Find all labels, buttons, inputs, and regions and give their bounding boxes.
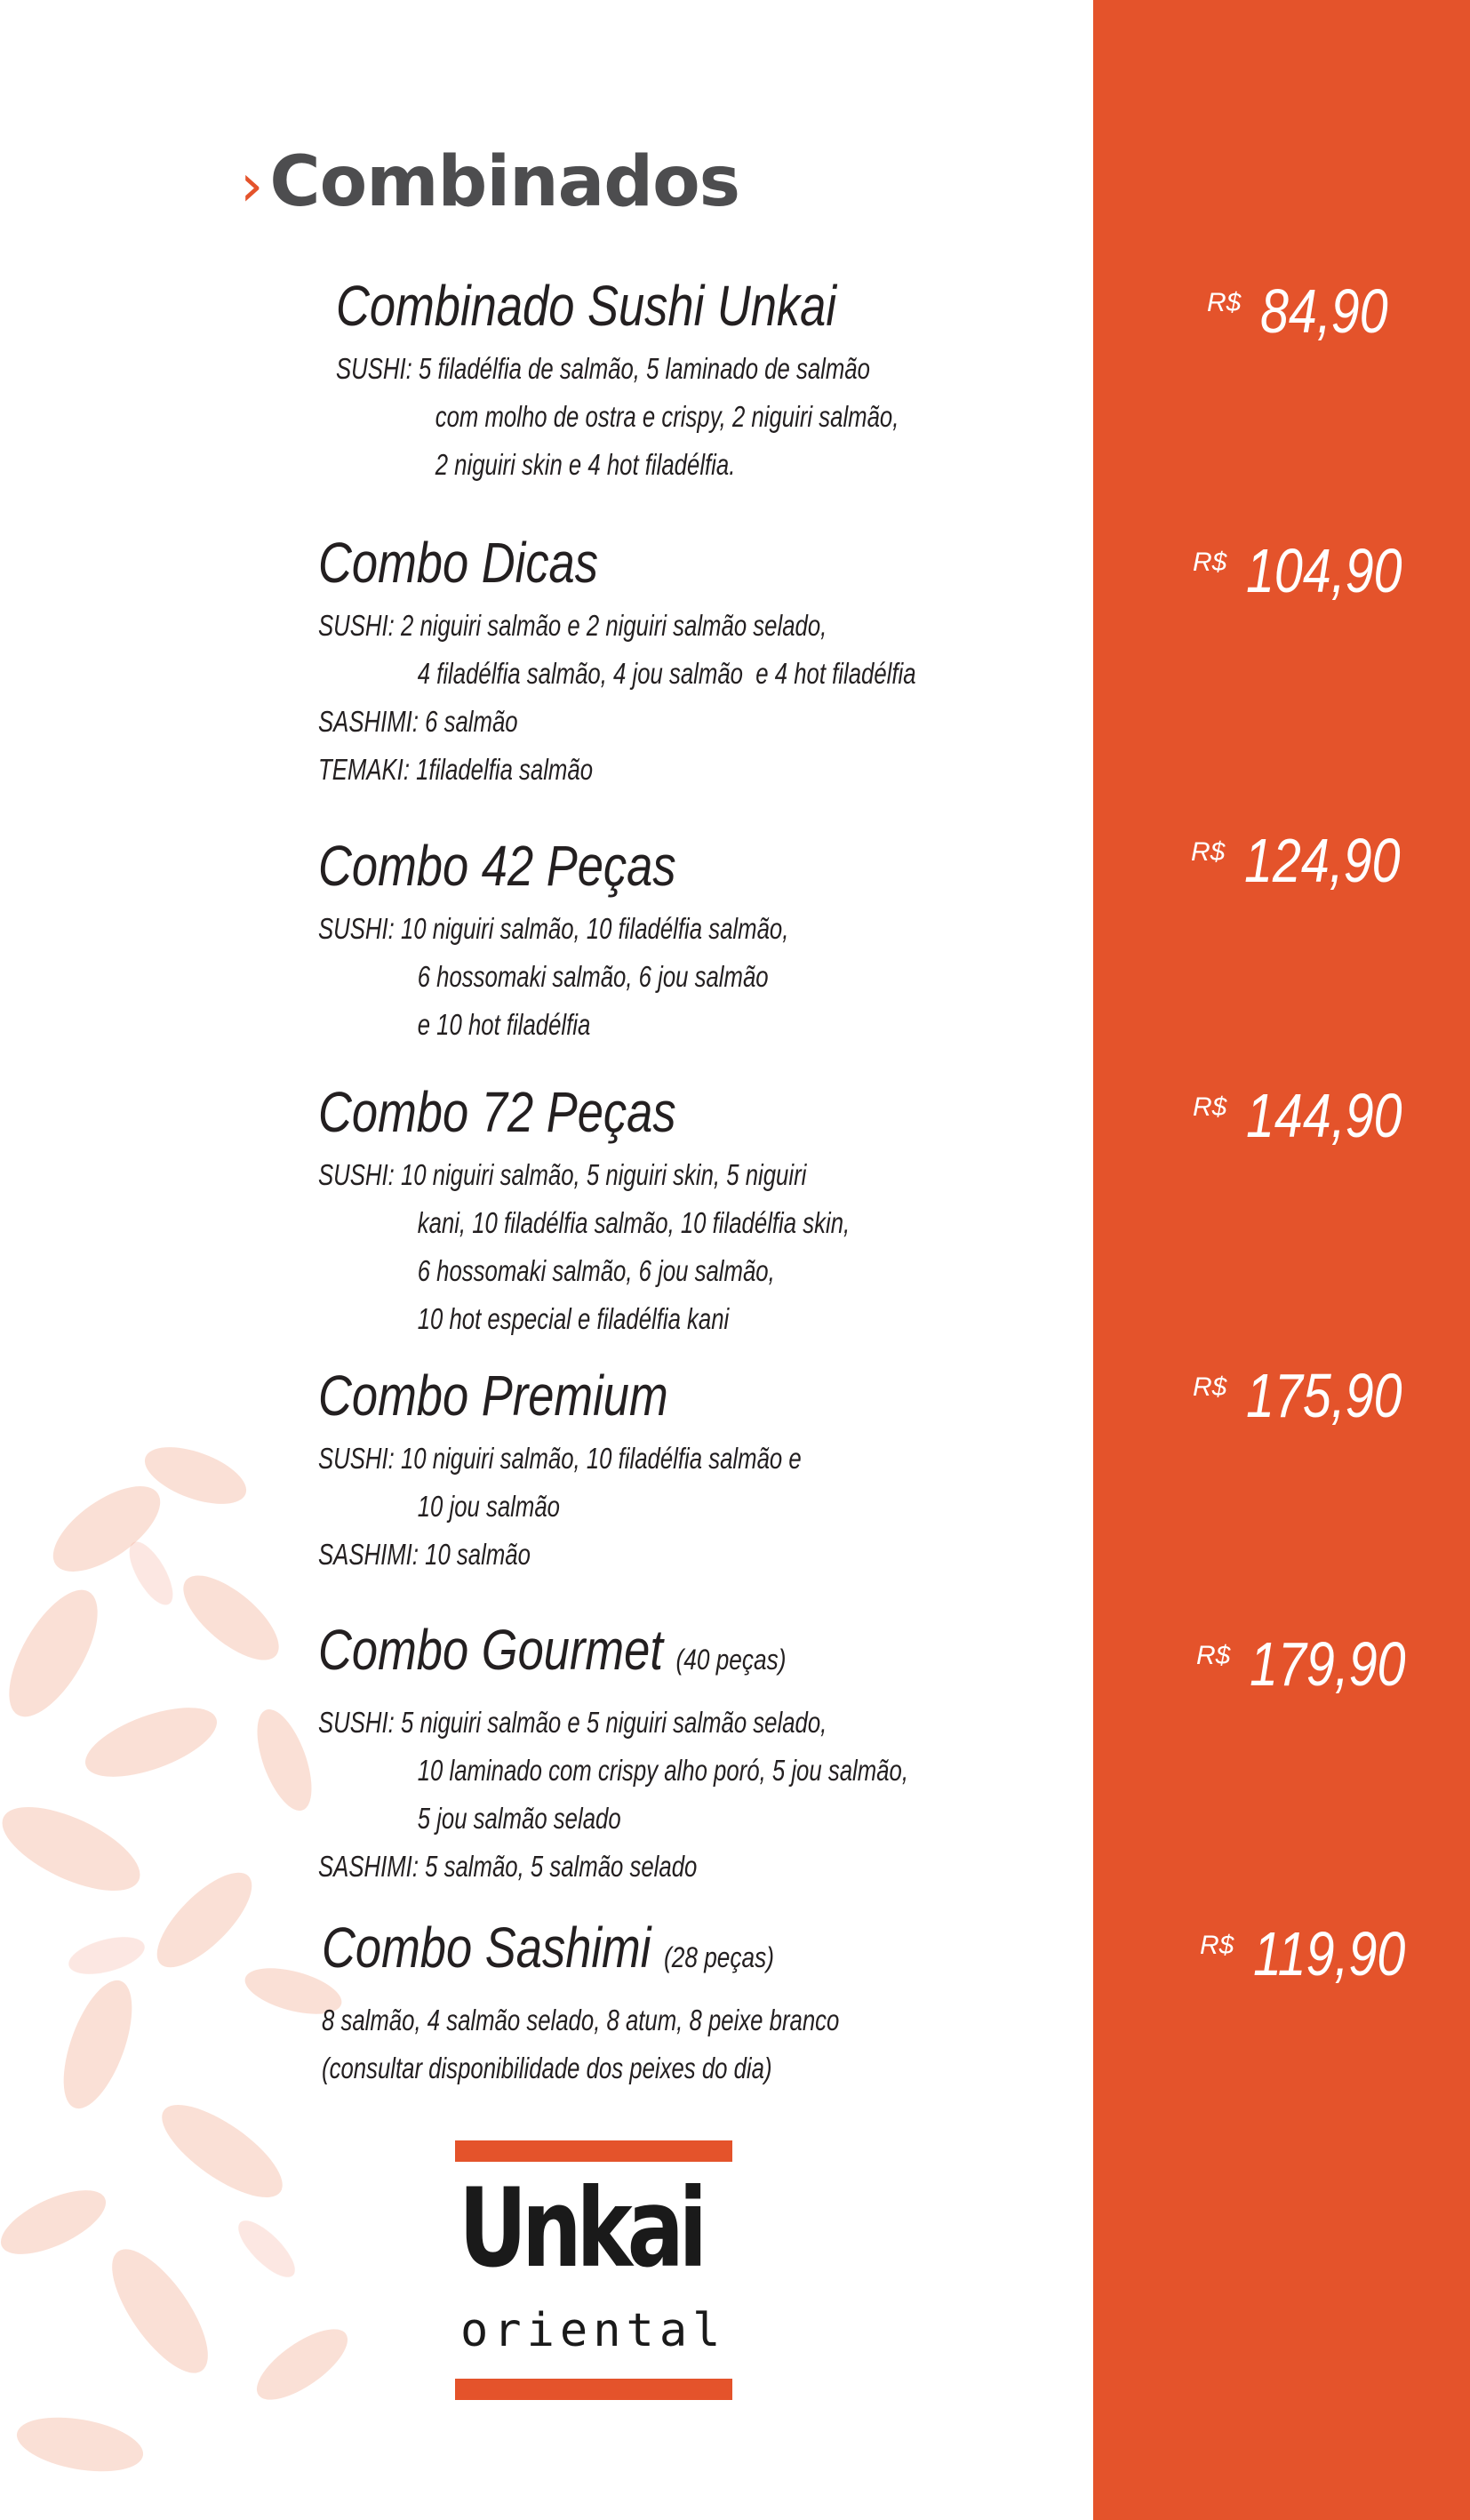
category-label: SUSHI:: [318, 609, 401, 642]
logo-bottom-bar: [455, 2379, 732, 2400]
description-line: 10 niguiri salmão, 10 filadélfia salmão e: [400, 1442, 802, 1475]
category-label: SASHIMI:: [318, 1850, 426, 1883]
description-row: [318, 746, 916, 794]
item-name-text: Combo 72 Peças: [318, 1080, 676, 1144]
description-row: [318, 905, 788, 1049]
description-line: 2 niguiri skin e 4 hot filadélfia.: [435, 448, 736, 481]
menu-item: [318, 1618, 1075, 1891]
category-label: TEMAKI:: [318, 753, 417, 786]
currency-symbol: R$: [1193, 548, 1227, 577]
section-title: [240, 142, 739, 222]
item-price: [1193, 1080, 1436, 1151]
item-price: [1193, 1360, 1436, 1431]
item-price: [1196, 1628, 1440, 1700]
currency-symbol: R$: [1193, 1092, 1227, 1122]
item-name: [318, 1080, 877, 1144]
description-line: 5 salmão, 5 salmão selado: [425, 1850, 698, 1883]
item-description: [318, 1699, 908, 1891]
logo-top-bar: [455, 2140, 732, 2162]
item-price: [1207, 276, 1417, 347]
item-name: [336, 274, 928, 338]
currency-symbol: R$: [1196, 1641, 1231, 1670]
category-label: SASHIMI:: [318, 705, 426, 738]
description-row: [318, 698, 916, 746]
item-description: [336, 345, 899, 489]
description-line: kani, 10 filadélfia salmão, 10 filadélfia skin,: [417, 1206, 851, 1239]
description-row: [318, 602, 916, 698]
item-name-text: Combo Sashimi: [322, 1916, 651, 1980]
item-piece-count: (28 peças): [663, 1941, 774, 1973]
description-row: [318, 1435, 802, 1531]
decorative-leaves: [0, 1422, 373, 2520]
item-name: [322, 1916, 866, 1989]
category-label: SUSHI:: [318, 1158, 401, 1191]
description-row: [318, 1531, 802, 1579]
price-value: 124,90: [1244, 826, 1401, 895]
logo-brand: Unkai: [459, 2165, 702, 2292]
section-title-text: Combinados: [269, 142, 740, 222]
unkai-oriental-logo: [455, 2140, 732, 2400]
item-name: [318, 834, 813, 898]
description-line: 1filadelfia salmão: [416, 753, 594, 786]
description-line: 5 jou salmão selado: [417, 1802, 621, 1835]
menu-item: [322, 1916, 986, 2092]
description-line: com molho de ostra e crispy, 2 niguiri salmão,: [435, 400, 899, 433]
price-value: 144,90: [1246, 1081, 1402, 1150]
category-label: SUSHI:: [336, 352, 419, 385]
item-description: [322, 1996, 839, 2092]
category-label: SUSHI:: [318, 912, 401, 945]
item-description: [318, 602, 916, 794]
description-line: 6 hossomaki salmão, 6 jou salmão,: [417, 1254, 775, 1287]
description-line: 10 laminado com crispy alho poró, 5 jou salmão,: [417, 1754, 908, 1787]
price-value: 179,90: [1250, 1629, 1406, 1699]
description-row: [318, 1151, 850, 1343]
price-value: 84,90: [1260, 276, 1389, 346]
item-name-text: Combo Dicas: [318, 531, 598, 595]
description-line: 10 niguiri salmão, 5 niguiri skin, 5 niguiri: [400, 1158, 807, 1191]
item-description: [318, 1151, 850, 1343]
currency-symbol: R$: [1191, 837, 1226, 867]
menu-item: [318, 1080, 1000, 1343]
category-label: SUSHI:: [318, 1442, 401, 1475]
description-row: [336, 345, 899, 489]
currency-symbol: R$: [1193, 1372, 1227, 1402]
description-row: [318, 1699, 908, 1843]
category-label: SUSHI:: [318, 1706, 401, 1739]
item-name: [318, 1618, 939, 1692]
category-label: SASHIMI:: [318, 1538, 426, 1571]
currency-symbol: R$: [1207, 288, 1242, 317]
description-line: 5 niguiri salmão e 5 niguiri salmão selado,: [400, 1706, 827, 1739]
item-name-text: Combo Premium: [318, 1364, 668, 1428]
description-row: [322, 1996, 839, 2092]
item-name-text: Combinado Sushi Unkai: [336, 274, 837, 338]
item-description: [318, 1435, 802, 1579]
menu-item: [318, 834, 922, 1049]
menu-item: [336, 274, 1058, 489]
menu-item: [318, 531, 1084, 794]
chevron-right-icon: ›: [240, 151, 263, 220]
item-name: [318, 531, 947, 595]
price-value: 104,90: [1246, 536, 1402, 605]
description-line: 10 jou salmão: [417, 1490, 560, 1523]
description-line: 4 filadélfia salmão, 4 jou salmão e 4 hot filadélfia: [417, 657, 916, 690]
description-line: 6 hossomaki salmão, 6 jou salmão: [417, 960, 769, 993]
description-line: 8 salmão, 4 salmão selado, 8 atum, 8 peixe branco: [322, 2004, 840, 2036]
description-line: (consultar disponibilidade dos peixes do dia): [322, 2052, 772, 2084]
logo-subtitle: oriental: [460, 2304, 726, 2357]
item-price: [1191, 825, 1434, 896]
item-name-text: Combo 42 Peças: [318, 834, 676, 898]
item-price: [1193, 535, 1436, 606]
description-line: 10 hot especial e filadélfia kani: [417, 1302, 730, 1335]
description-line: 6 salmão: [425, 705, 518, 738]
price-value: 175,90: [1246, 1361, 1402, 1430]
price-value: 119,90: [1253, 1919, 1406, 1988]
description-line: 5 filadélfia de salmão, 5 laminado de salmão: [418, 352, 870, 385]
item-price: [1200, 1918, 1439, 1989]
item-name-text: Combo Gourmet: [318, 1618, 663, 1682]
menu-item: [318, 1364, 938, 1579]
description-line: 10 salmão: [425, 1538, 531, 1571]
price-column-panel: [1093, 0, 1470, 2520]
description-line: 2 niguiri salmão e 2 niguiri salmão selado,: [400, 609, 827, 642]
currency-symbol: R$: [1200, 1931, 1234, 1960]
item-description: [318, 905, 788, 1049]
description-row: [318, 1843, 908, 1891]
item-piece-count: (40 peças): [675, 1644, 787, 1676]
description-line: e 10 hot filadélfia: [417, 1008, 591, 1041]
description-line: 10 niguiri salmão, 10 filadélfia salmão,: [400, 912, 789, 945]
item-name: [318, 1364, 827, 1428]
